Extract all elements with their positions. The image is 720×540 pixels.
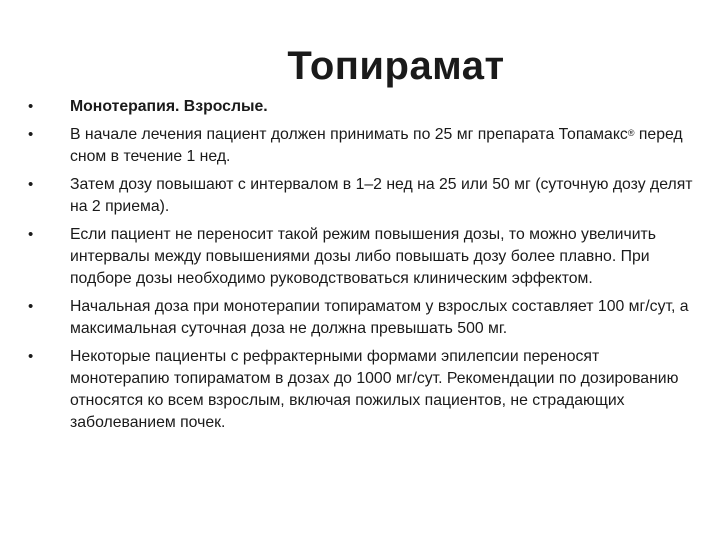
bullet-icon: •: [28, 126, 34, 143]
bullet-icon: •: [28, 226, 34, 243]
bullet-icon: •: [28, 176, 34, 193]
bullet-item: [26, 224, 694, 290]
bullet-item: [26, 124, 694, 168]
bullet-item: [26, 296, 694, 340]
bullet-text: Начальная доза при монотерапии топираматом у взрослых составляет 100 мг/сут, а максимальная суточная доза не должна превышать 500 мг.: [70, 298, 689, 337]
bullet-text: Некоторые пациенты с рефрактерными формами эпилепсии переносят монотерапию топираматом в дозах до 1000 мг/сут. Рекомендации по дозированию относятся ко всем взрослым, включая пожилых пациентов, не страдающих заболеванием почек.: [70, 348, 679, 431]
bullet-text: Затем дозу повышают с интервалом в 1–2 нед на 25 или 50 мг (суточную дозу делят на 2 приема).: [70, 176, 693, 215]
slide-title: Топирамат: [287, 44, 505, 88]
bullet-text: Монотерапия. Взрослые.: [70, 98, 268, 115]
bullet-list: [26, 96, 694, 440]
bullet-item: [26, 346, 694, 434]
bullet-text: Если пациент не переносит такой режим повышения дозы, то можно увеличить интервалы между повышениями дозы либо повышать дозу более плавно. При подборе дозы необходимо руководствоваться клиническим эффектом.: [70, 226, 656, 287]
bullet-icon: •: [28, 348, 34, 365]
bullet-item: [26, 174, 694, 218]
bullet-item: [26, 96, 694, 118]
bullet-text-tail: перед сном в течение 1 нед.: [70, 126, 683, 165]
bullet-icon: •: [28, 98, 34, 115]
registered-mark: ®: [627, 128, 635, 138]
bullet-icon: •: [28, 298, 34, 315]
bullet-text: В начале лечения пациент должен принимать по 25 мг препарата Топамакс: [70, 126, 628, 143]
